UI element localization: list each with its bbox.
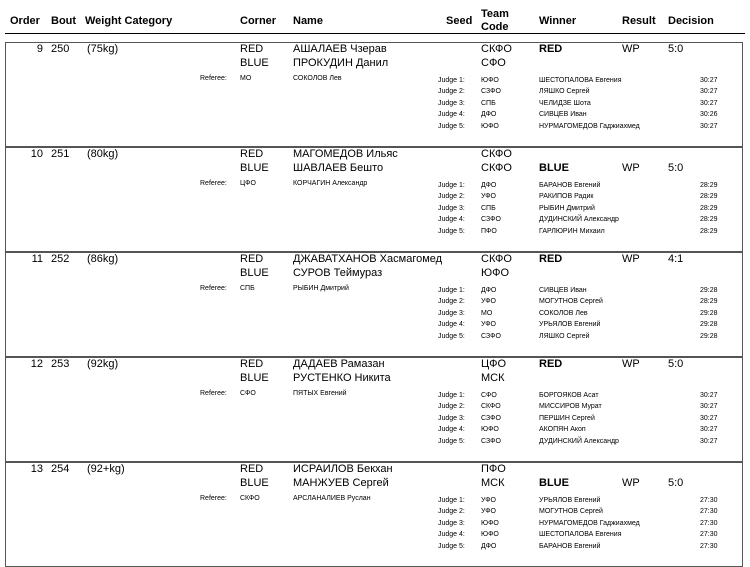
judge-district: ПФО — [481, 227, 497, 235]
judge-district: ДФО — [481, 287, 497, 294]
judge-score: 28:29 — [700, 216, 718, 224]
judge-district: СПБ — [481, 99, 496, 107]
bout-number: 254 — [51, 463, 70, 475]
winner: RED — [539, 253, 563, 265]
header-decision: Decision — [668, 15, 714, 27]
decision: 5:0 — [668, 43, 684, 55]
bout-number: 253 — [51, 358, 70, 370]
judge-name: ШЕСТОПАЛОВА Евгения — [539, 77, 622, 84]
referee-label: Referee: — [200, 180, 227, 187]
judge-label: Judge 2: — [438, 88, 465, 96]
judge-name: НУРМАГОМЕДОВ Гаджиахмед — [539, 122, 640, 130]
red-team-code: СКФО — [481, 43, 512, 55]
judge-name: ЛЯШКО Сергей — [539, 332, 590, 340]
red-team-code: ПФО — [481, 463, 506, 475]
judge-score: 27:30 — [700, 531, 718, 539]
header-weight-category: Weight Category — [85, 15, 173, 27]
judge-name: ДУДИНСКИЙ Александр — [539, 437, 619, 445]
judge-label: Judge 4: — [438, 426, 465, 434]
red-team-code: ЦФО — [481, 358, 507, 370]
judge-label: Judge 3: — [438, 519, 465, 527]
judge-label: Judge 4: — [438, 321, 465, 329]
judge-district: УФО — [481, 497, 496, 504]
judge-label: Judge 2: — [438, 193, 465, 201]
judge-name: СИВЦЕВ Иван — [539, 111, 587, 119]
judge-label: Judge 2: — [438, 508, 465, 516]
referee-district: СКФО — [240, 495, 260, 502]
weight-category: (80kg) — [87, 148, 119, 160]
header-team-line2: Code — [481, 21, 509, 33]
blue-fighter-name: РУСТЕНКО Никита — [293, 372, 391, 384]
judge-label: Judge 5: — [438, 437, 465, 445]
judge-district: СПБ — [481, 204, 496, 212]
result: WP — [622, 477, 640, 489]
judge-district: ЮФО — [481, 77, 499, 84]
decision: 5:0 — [668, 162, 684, 174]
blue-corner: BLUE — [240, 477, 269, 489]
red-fighter-name: АШАЛАЕВ Чзерав — [293, 43, 387, 55]
blue-fighter-name: ШАВЛАЕВ Бешто — [293, 162, 384, 174]
referee-district: СФО — [240, 390, 256, 397]
blue-fighter-name: СУРОВ Теймураз — [293, 267, 383, 279]
referee-name: АРСЛАНАЛИЕВ Руслан — [293, 495, 371, 502]
referee-label: Referee: — [200, 390, 227, 397]
header-corner: Corner — [240, 15, 277, 27]
judge-name: БАРАНОВ Евгений — [539, 182, 601, 189]
bout-number: 252 — [51, 253, 70, 265]
judge-district: СЗФО — [481, 414, 501, 422]
red-corner: RED — [240, 148, 264, 160]
judge-name: УРЬЯЛОВ Евгений — [539, 497, 601, 504]
judge-name: АКОПЯН Акоп — [539, 426, 586, 434]
judge-district: СЗФО — [481, 216, 501, 224]
judge-name: МИССИРОВ Мурат — [539, 403, 602, 411]
blue-team-code: МСК — [481, 477, 505, 489]
blue-corner: BLUE — [240, 372, 269, 384]
judge-name: РАКИПОВ Радик — [539, 193, 594, 201]
referee-name: СОКОЛОВ Лев — [293, 75, 342, 82]
judge-district: МО — [481, 309, 493, 317]
judge-name: МОГУТНОВ Сергей — [539, 298, 603, 306]
judge-label: Judge 1: — [438, 287, 465, 294]
judge-score: 28:29 — [700, 182, 718, 189]
judge-name: МОГУТНОВ Сергей — [539, 508, 603, 516]
blue-corner: BLUE — [240, 162, 269, 174]
referee-label: Referee: — [200, 495, 227, 502]
judge-label: Judge 1: — [438, 77, 465, 84]
judge-score: 30:27 — [700, 403, 718, 411]
header-seed: Seed — [446, 15, 473, 27]
bout-number: 250 — [51, 43, 70, 55]
winner: BLUE — [539, 162, 569, 174]
weight-category: (75kg) — [87, 43, 119, 55]
bout-order: 11 — [31, 253, 43, 265]
bout-order: 13 — [30, 463, 43, 475]
header-bout: Bout — [51, 15, 77, 27]
judge-name: ГАРЛЮРИН Михаил — [539, 227, 605, 235]
judge-district: ДФО — [481, 542, 497, 550]
judge-name: ДУДИНСКИЙ Александр — [539, 216, 619, 224]
judge-score: 30:27 — [700, 88, 718, 96]
judge-name: СОКОЛОВ Лев — [539, 309, 588, 317]
judge-district: ЮФО — [481, 531, 499, 539]
red-corner: RED — [240, 463, 264, 475]
referee-district: МО — [240, 75, 252, 82]
judge-district: УФО — [481, 508, 496, 516]
judge-score: 29:28 — [700, 287, 718, 294]
judge-score: 28:29 — [700, 204, 718, 212]
blue-fighter-name: ПРОКУДИН Данил — [293, 57, 389, 69]
judge-district: ЮФО — [481, 426, 499, 434]
header-winner: Winner — [539, 15, 577, 27]
judge-district: ДФО — [481, 111, 497, 119]
judge-district: УФО — [481, 193, 496, 201]
red-fighter-name: ДЖАВАТХАНОВ Хасмагомед — [293, 253, 443, 265]
red-fighter-name: ИСРАИЛОВ Бекхан — [293, 463, 393, 475]
judge-name: РЫБИН Дмитрий — [539, 204, 595, 212]
judge-score: 28:29 — [700, 298, 718, 306]
judge-score: 29:28 — [700, 321, 718, 329]
decision: 4:1 — [668, 253, 684, 265]
header-name: Name — [293, 15, 323, 27]
red-corner: RED — [240, 253, 264, 265]
judge-label: Judge 1: — [438, 392, 465, 399]
judge-score: 30:27 — [700, 437, 718, 445]
judge-name: ЛЯШКО Сергей — [539, 88, 590, 96]
decision: 5:0 — [668, 477, 684, 489]
red-team-code: СКФО — [481, 253, 512, 265]
judge-name: НУРМАГОМЕДОВ Гаджиахмед — [539, 519, 640, 527]
judge-name: СИВЦЕВ Иван — [539, 287, 587, 294]
judge-label: Judge 2: — [438, 403, 465, 411]
judge-label: Judge 3: — [438, 414, 465, 422]
referee-label: Referee: — [200, 75, 227, 82]
blue-fighter-name: МАНЖУЕВ Сергей — [293, 477, 389, 489]
winner: BLUE — [539, 477, 569, 489]
judge-score: 29:28 — [700, 332, 718, 340]
weight-category: (92kg) — [87, 358, 119, 370]
judge-district: СЗФО — [481, 437, 501, 445]
blue-corner: BLUE — [240, 267, 269, 279]
red-fighter-name: МАГОМЕДОВ Ильяс — [293, 148, 398, 160]
judge-score: 30:27 — [700, 99, 718, 107]
judge-score: 27:30 — [700, 508, 718, 516]
judge-district: ЮФО — [481, 519, 499, 527]
bout-order: 12 — [30, 358, 43, 370]
judge-label: Judge 3: — [438, 204, 465, 212]
judge-score: 27:30 — [700, 519, 718, 527]
judge-score: 30:27 — [700, 77, 718, 84]
judge-score: 27:30 — [700, 497, 718, 504]
judge-district: ЮФО — [481, 122, 499, 130]
judge-label: Judge 2: — [438, 298, 465, 306]
judge-label: Judge 1: — [438, 497, 465, 504]
header-order: Order — [10, 15, 40, 27]
blue-corner: BLUE — [240, 57, 269, 69]
judge-score: 28:29 — [700, 193, 718, 201]
judge-label: Judge 4: — [438, 216, 465, 224]
bout-number: 251 — [51, 148, 70, 160]
judge-district: УФО — [481, 321, 496, 329]
referee-district: ЦФО — [240, 180, 256, 187]
judge-score: 30:26 — [700, 111, 718, 119]
referee-name: КОРЧАГИН Александр — [293, 180, 368, 187]
judge-name: ЧЕЛИДЗЕ Шота — [539, 99, 591, 107]
judge-score: 29:28 — [700, 309, 718, 317]
referee-name: ПЯТЫХ Евгений — [293, 390, 347, 397]
judge-label: Judge 1: — [438, 182, 465, 189]
result: WP — [622, 253, 640, 265]
judge-district: СКФО — [481, 403, 501, 411]
judge-label: Judge 5: — [438, 332, 465, 340]
judge-district: СЗФО — [481, 88, 501, 96]
judge-label: Judge 4: — [438, 531, 465, 539]
header-result: Result — [622, 15, 656, 27]
judge-score: 28:29 — [700, 227, 718, 235]
judge-name: БОРГОЯКОВ Асат — [539, 392, 599, 399]
referee-label: Referee: — [200, 285, 227, 292]
blue-team-code: СКФО — [481, 162, 512, 174]
judge-label: Judge 5: — [438, 542, 465, 550]
weight-category: (92+kg) — [87, 463, 125, 475]
judge-district: СЗФО — [481, 332, 501, 340]
judge-score: 30:27 — [700, 392, 718, 399]
header-divider — [5, 33, 745, 34]
judge-score: 30:27 — [700, 122, 718, 130]
result: WP — [622, 358, 640, 370]
judge-score: 30:27 — [700, 414, 718, 422]
judge-label: Judge 3: — [438, 309, 465, 317]
judge-district: ДФО — [481, 182, 497, 189]
bout-order: 10 — [30, 148, 43, 160]
blue-team-code: СФО — [481, 57, 506, 69]
judge-name: ПЕРШИН Сергей — [539, 414, 595, 422]
judge-district: СФО — [481, 392, 497, 399]
result: WP — [622, 162, 640, 174]
bout-order: 9 — [36, 43, 43, 55]
referee-name: РЫБИН Дмитрий — [293, 285, 349, 292]
red-corner: RED — [240, 43, 264, 55]
winner: RED — [539, 358, 563, 370]
judge-name: УРЬЯЛОВ Евгений — [539, 321, 601, 329]
weight-category: (86kg) — [87, 253, 119, 265]
blue-team-code: ЮФО — [481, 267, 510, 279]
red-team-code: СКФО — [481, 148, 512, 160]
red-fighter-name: ДАДАЕВ Рамазан — [293, 358, 385, 370]
header-team-line1: Team — [481, 8, 509, 20]
judge-label: Judge 4: — [438, 111, 465, 119]
judge-label: Judge 5: — [438, 227, 465, 235]
result: WP — [622, 43, 640, 55]
winner: RED — [539, 43, 563, 55]
referee-district: СПБ — [240, 285, 255, 292]
judge-label: Judge 3: — [438, 99, 465, 107]
judge-name: БАРАНОВ Евгений — [539, 542, 601, 550]
judge-label: Judge 5: — [438, 122, 465, 130]
judge-district: УФО — [481, 298, 496, 306]
judge-name: ШЕСТОПАЛОВА Евгения — [539, 531, 622, 539]
judge-score: 30:27 — [700, 426, 718, 434]
blue-team-code: МСК — [481, 372, 505, 384]
judge-score: 27:30 — [700, 542, 718, 550]
red-corner: RED — [240, 358, 264, 370]
decision: 5:0 — [668, 358, 684, 370]
